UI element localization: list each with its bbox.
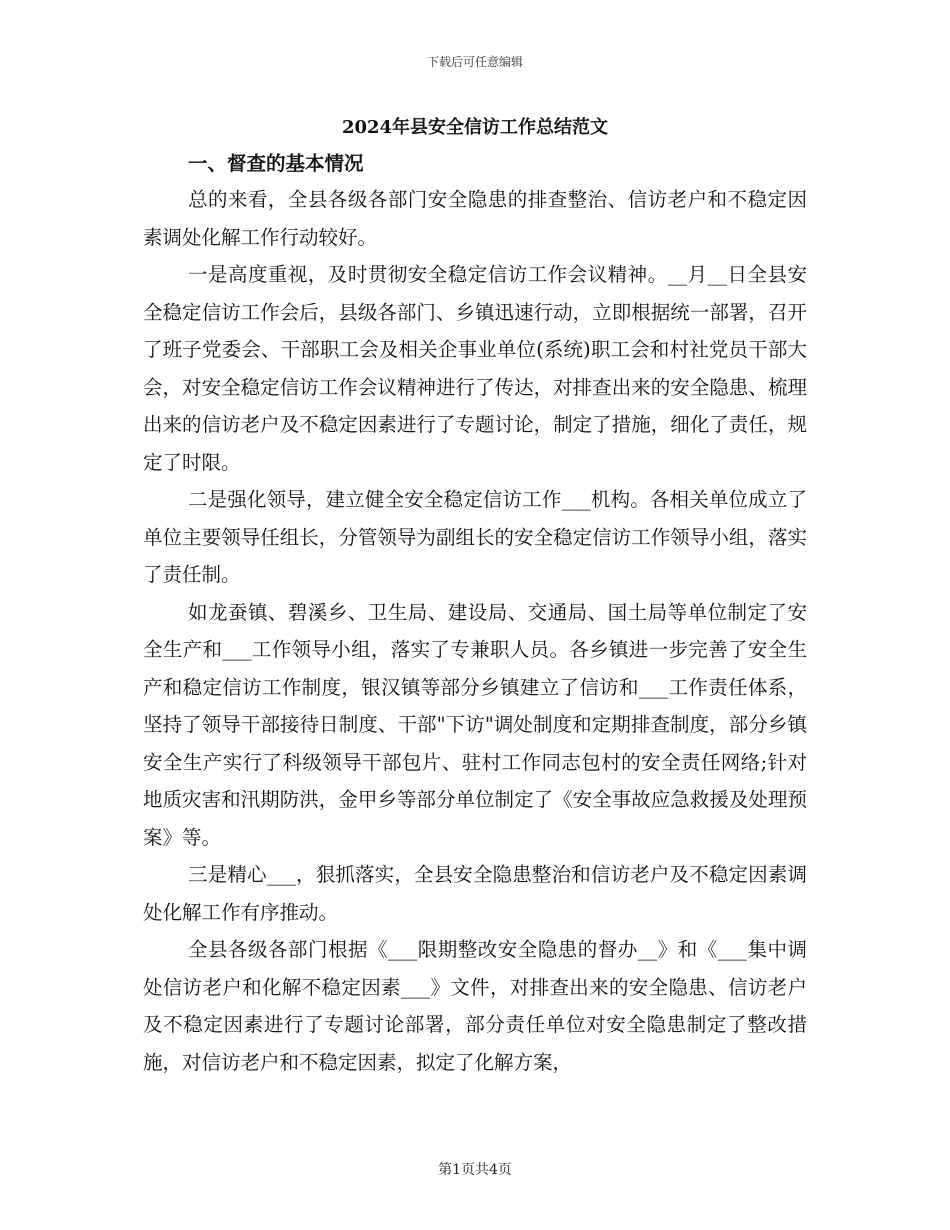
paragraph-4: 如龙蚕镇、碧溪乡、卫生局、建设局、交通局、国土局等单位制定了安全生产和___工作领导小组，落实了专兼职人员。各乡镇进一步完善了安全生产和稳定信访工作制度，银汉镇等部分乡镇建立了信访和___工作责任体系，坚持了领导干部接待日制度、干部"下访"调处制度和定期排查制度，部分乡镇安全生产实行了科级领导干部包片、驻村工作同志包村的安全责任网络;针对地质灾害和汛期防洪，金甲乡等部分单位制定了《安全事故应急救援及处理预案》等。 bbox=[143, 600, 807, 849]
page-number-footer: 第1页共4页 bbox=[438, 1162, 512, 1178]
paragraph-2: 一是高度重视，及时贯彻安全稳定信访工作会议精神。__月__日全县安全稳定信访工作会后，县级各部门、乡镇迅速行动，立即根据统一部署，召开了班子党委会、干部职工会及相关企事业单位(系统)职工会和村社党员干部大会，对安全稳定信访工作会议精神进行了传达，对排查出来的安全隐患、梳理出来的信访老户及不稳定因素进行了专题讨论，制定了措施，细化了责任，规定了时限。 bbox=[143, 263, 807, 474]
paragraph-5: 三是精心___，狠抓落实，全县安全隐患整治和信访老户及不稳定因素调处化解工作有序推动。 bbox=[143, 863, 807, 924]
page-header-note: 下载后可任意编辑 bbox=[426, 55, 523, 69]
document-title: 2024年县安全信访工作总结范文 bbox=[341, 117, 609, 138]
paragraph-6: 全县各级各部门根据《___限期整改安全隐患的督办__》和《___集中调处信访老户和化解不稳定因素___》文件，对排查出来的安全隐患、信访老户及不稳定因素进行了专题讨论部署，部分责任单位对安全隐患制定了整改措施，对信访老户和不稳定因素，拟定了化解方案， bbox=[143, 938, 807, 1074]
section-heading: 一、督查的基本情况 bbox=[188, 152, 364, 175]
paragraph-3: 二是强化领导，建立健全安全稳定信访工作___机构。各相关单位成立了单位主要领导任组长，分管领导为副组长的安全稳定信访工作领导小组，落实了责任制。 bbox=[143, 488, 807, 586]
document-body bbox=[143, 112, 807, 1081]
paragraph-1: 总的来看，全县各级各部门安全隐患的排查整治、信访老户和不稳定因素调处化解工作行动较好。 bbox=[143, 188, 807, 249]
